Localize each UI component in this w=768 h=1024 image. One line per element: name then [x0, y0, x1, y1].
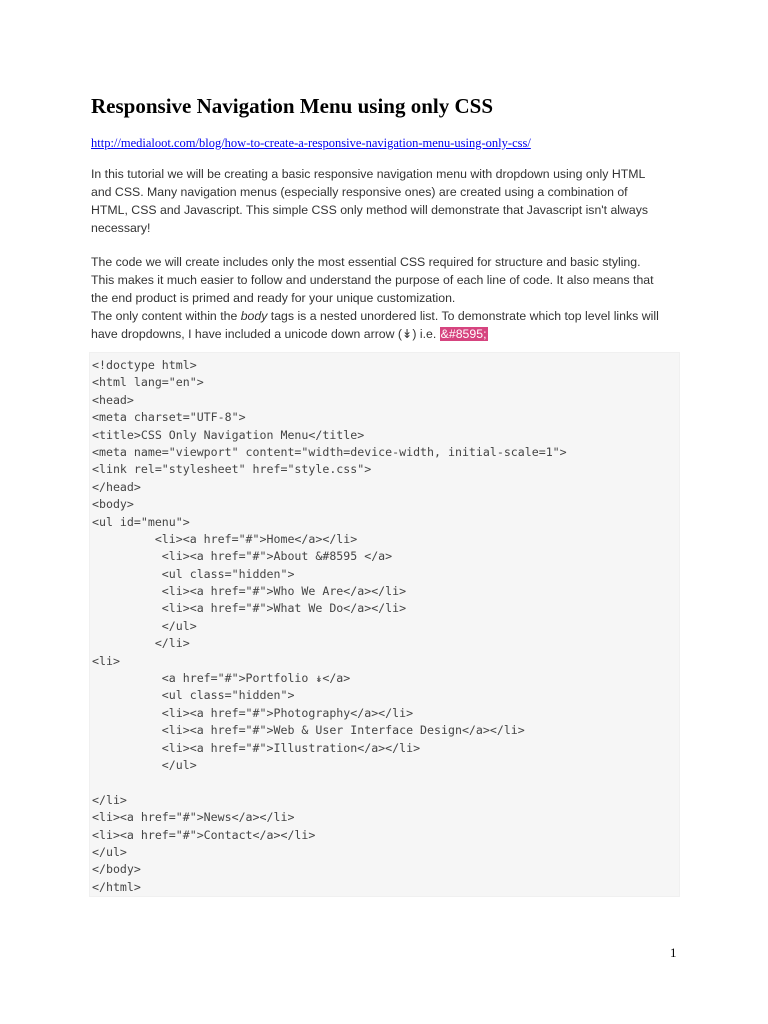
page-number: 1 — [670, 945, 677, 960]
content-line — [91, 325, 681, 343]
intro-line: In this tutorial we will be creating a basic responsive navigation menu with dropdown using only HTML — [91, 167, 646, 181]
code-line: <li><a href="#">Illustration</a></li> — [92, 740, 421, 755]
code-line: <ul class="hidden"> — [92, 688, 295, 703]
code-line: <li><a href="#">Who We Are</a></li> — [92, 584, 407, 599]
code-line: <li><a href="#">What We Do</a></li> — [92, 601, 407, 616]
code-line: </li> — [92, 792, 127, 807]
description-line: the end product is primed and ready for your unique customization. — [91, 291, 456, 305]
code-line: <html lang="en"> — [92, 375, 204, 390]
code-line: <title>CSS Only Navigation Menu</title> — [92, 427, 365, 442]
code-line: </html> — [92, 879, 141, 894]
code-line: <li><a href="#">Home</a></li> — [92, 531, 358, 546]
code-line: </head> — [92, 479, 141, 494]
code-line: <li><a href="#">Web & User Interface Design</a></li> — [92, 723, 525, 738]
code-line: <link rel="stylesheet" href="style.css"> — [92, 462, 372, 477]
code-line: <meta name="viewport" content="width=device-width, initial-scale=1"> — [92, 444, 567, 459]
intro-line: HTML, CSS and Javascript. This simple CSS only method will demonstrate that Javascript isn't always — [91, 203, 649, 217]
entity-highlight: &#8595; — [440, 327, 487, 341]
content-text: The only content within the — [91, 309, 241, 323]
intro-line: necessary! — [91, 221, 151, 235]
body-emphasis: body — [240, 309, 268, 323]
content-text: have dropdowns, I have included a unicode down arrow (↡) i.e. — [91, 327, 440, 341]
code-line: <meta charset="UTF-8"> — [92, 410, 246, 425]
code-line: <!doctype html> — [92, 358, 197, 372]
code-line: </ul> — [92, 844, 127, 859]
source-link[interactable]: http://medialoot.com/blog/how-to-create-a-responsive-navigation-menu-using-only-css/ — [91, 136, 531, 150]
content-text: tags is a nested unordered list. To demonstrate which top level links will — [267, 309, 659, 323]
code-line: <ul id="menu"> — [92, 514, 190, 529]
intro-line: and CSS. Many navigation menus (especially responsive ones) are created using a combination of — [91, 185, 628, 199]
code-line: </body> — [92, 862, 141, 877]
code-line — [92, 774, 567, 791]
code-line: </ul> — [92, 618, 197, 633]
page-title: Responsive Navigation Menu using only CSS — [91, 94, 494, 118]
intro-paragraph — [91, 165, 681, 237]
code-line: <li> — [92, 653, 120, 668]
code-line: <head> — [92, 392, 134, 407]
code-lines — [92, 357, 567, 896]
description-line: This makes it much easier to follow and understand the purpose of each line of code. It also means that — [91, 273, 654, 287]
code-line: </ul> — [92, 757, 197, 772]
code-line: </li> — [92, 636, 190, 651]
code-block — [89, 352, 680, 897]
code-line: <li><a href="#">News</a></li> — [92, 810, 295, 825]
code-line: <body> — [92, 497, 134, 512]
code-line: <li><a href="#">Contact</a></li> — [92, 827, 316, 842]
code-line: <li><a href="#">About &#8595 </a> — [92, 549, 393, 564]
description-line: The code we will create includes only the most essential CSS required for structure and basic styling. — [91, 255, 641, 269]
code-description-paragraph — [91, 253, 681, 343]
code-line: <li><a href="#">Photography</a></li> — [92, 705, 414, 720]
code-line: <a href="#">Portfolio ↡</a> — [92, 671, 351, 686]
content-line — [91, 307, 681, 325]
code-line: <ul class="hidden"> — [92, 566, 295, 581]
